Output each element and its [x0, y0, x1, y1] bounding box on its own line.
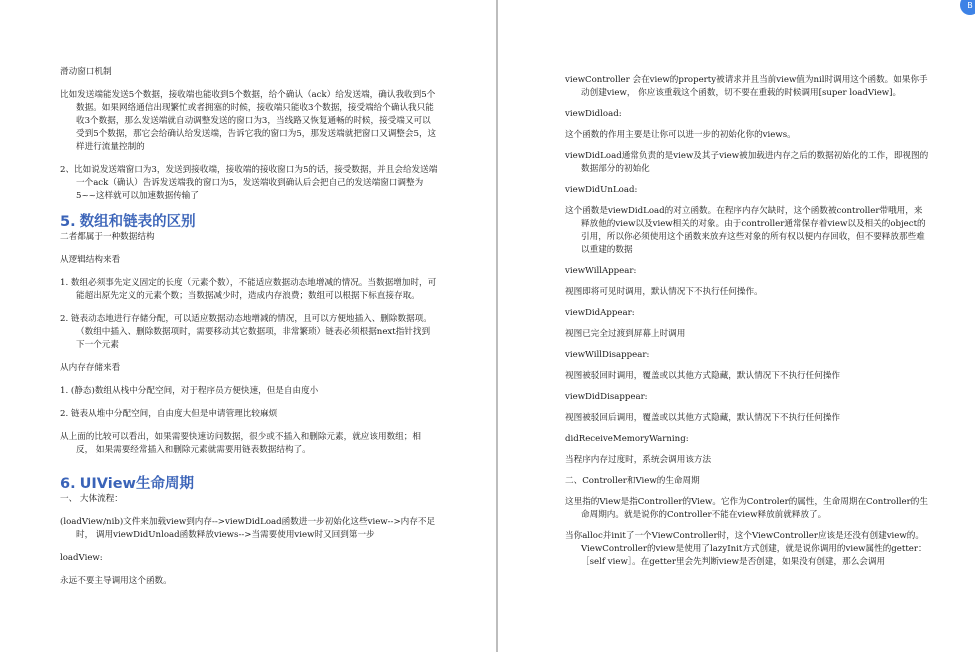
heading-number: 5. [60, 214, 76, 230]
paragraph: 2、比如说发送端窗口为3，发送到接收端，接收端的接收窗口为5的话，接受数据，并且会给发送端一个ack（确认）告诉发送端我的窗口为5，发送端收到确认后会把自己的发送端窗口调整为5~~这样就可以加速数据传输了 [60, 165, 438, 201]
paragraph: 从内存存储来看 [60, 363, 121, 373]
paragraph: 这里指的View是指Controller的View。它作为Controler的属性，生命周期在Controller的生命周期内。就是说你的Controller不能在view释放前就释放了。 [565, 497, 928, 520]
paragraph: 视图被驳回时调用，覆盖或以其他方式隐藏，默认情况下不执行任何操作 [565, 371, 841, 381]
left-content [60, 66, 438, 588]
paragraph: (loadView/nib)文件来加载view到内存-->viewDidLoad函数进一步初始化这些view-->内存不足时， 调用viewDidUnload函数释放views-->当需要使用view时又回到第一步 [60, 517, 436, 540]
paragraph: viewDidLoad通常负责的是view及其子view被加载进内存之后的数据初始化的工作，即视图的数据部分的初始化 [565, 151, 929, 174]
section-heading-6 [60, 475, 438, 493]
heading-number: 6. [60, 476, 76, 492]
paragraph: viewDidUnLoad: [565, 185, 638, 195]
heading-title: 数组和链表的区别 [79, 214, 196, 230]
paragraph: 二者都属于一种数据结构 [60, 232, 155, 242]
paragraph: viewDidAppear: [565, 308, 635, 318]
paragraph: viewWillAppear: [565, 266, 637, 276]
paragraph: loadView: [60, 553, 103, 563]
paragraph: viewController 会在view的property被请求并且当前view值为nil时调用这个函数。如果你手动创建view， 你应该重载这个函数，切不要在重载的时候调用[super loadView]。 [565, 75, 928, 98]
page-right [498, 0, 975, 652]
subsection-heading: 二、Controller和View的生命周期 [565, 476, 700, 486]
paragraph: 一、 大体流程： [60, 494, 123, 504]
paragraph: 比如发送端能发送5个数据，接收端也能收到5个数据，给个确认（ack）给发送端，确认我收到5个数据。如果网络通信出现繁忙或者拥塞的时候，接收端只能收3个数据，接受端给个确认我只能收3个数据，那么发送端就自动调整发送的窗口为3，当线路又恢复通畅的时候，接受端又可以受到5个数据，那它会给确认给发送端，告诉它我的窗口为5，那发送端就把窗口又调整会5，这样进行流量控制的 [60, 90, 437, 152]
paragraph: 视图已完全过渡到屏幕上时调用 [565, 329, 686, 339]
section-heading-5 [60, 213, 438, 231]
app-badge-icon[interactable]: B [960, 0, 975, 15]
right-content [565, 74, 929, 569]
paragraph: 当你alloc并init了一个ViewController时，这个ViewController应该是还没有创建view的。ViewController的view是使用了lazyInit方式创建，就是说你调用的view属性的getter：［self view］。在getter里会先判断view是否创建，如果没有创建，那么会调用 [565, 531, 927, 567]
paragraph: 滑动窗口机制 [60, 67, 112, 77]
paragraph: 当程序内存过度时，系统会调用该方法 [565, 455, 712, 465]
paragraph: 2. 链表从堆中分配空间，自由度大但是申请管理比较麻烦 [60, 409, 278, 419]
paragraph: 视图被驳回后调用，覆盖或以其他方式隐藏，默认情况下不执行任何操作 [565, 413, 841, 423]
paragraph: 1. 数组必须事先定义固定的长度（元素个数），不能适应数据动态地增减的情况。当数据增加时，可能超出原先定义的元素个数；当数据减少时，造成内存浪费；数组可以根据下标直接存取。 [60, 278, 437, 301]
paragraph: viewDidload: [565, 109, 622, 119]
paragraph: 从逻辑结构来看 [60, 255, 121, 265]
paragraph: 2. 链表动态地进行存储分配，可以适应数据动态地增减的情况，且可以方便地插入、删除数据项。（数组中插入、删除数据项时，需要移动其它数据项，非常繁琐）链表必须根据next指针找到下一个元素 [60, 314, 432, 350]
paragraph: 从上面的比较可以看出，如果需要快速访问数据，很少或不插入和删除元素，就应该用数组；相反， 如果需要经常插入和删除元素就需要用链表数据结构了。 [60, 432, 421, 455]
paragraph: 这个函数是viewDidLoad的对立函数。在程序内存欠缺时，这个函数被controller带哦用，来释放他的view以及view相关的对象。由于controller通常保存着view以及相关的object的引用，所以你必须使用这个函数来放弃这些对象的所有权以便内存回收，但不要释放那些难以重建的数据 [565, 206, 926, 255]
paragraph: 1. (静态)数组从栈中分配空间，对于程序员方便快速，但是自由度小 [60, 386, 319, 396]
paragraph: 永远不要主导调用这个函数。 [60, 576, 172, 586]
heading-title: UIView生命周期 [79, 476, 194, 492]
paragraph: 这个函数的作用主要是让你可以进一步的初始化你的views。 [565, 130, 796, 140]
paragraph: 视图即将可见时调用，默认情况下不执行任何操作。 [565, 287, 763, 297]
paragraph: didReceiveMemoryWarning: [565, 434, 689, 444]
paragraph: viewDidDisappear: [565, 392, 648, 402]
paragraph: viewWillDisappear: [565, 350, 650, 360]
